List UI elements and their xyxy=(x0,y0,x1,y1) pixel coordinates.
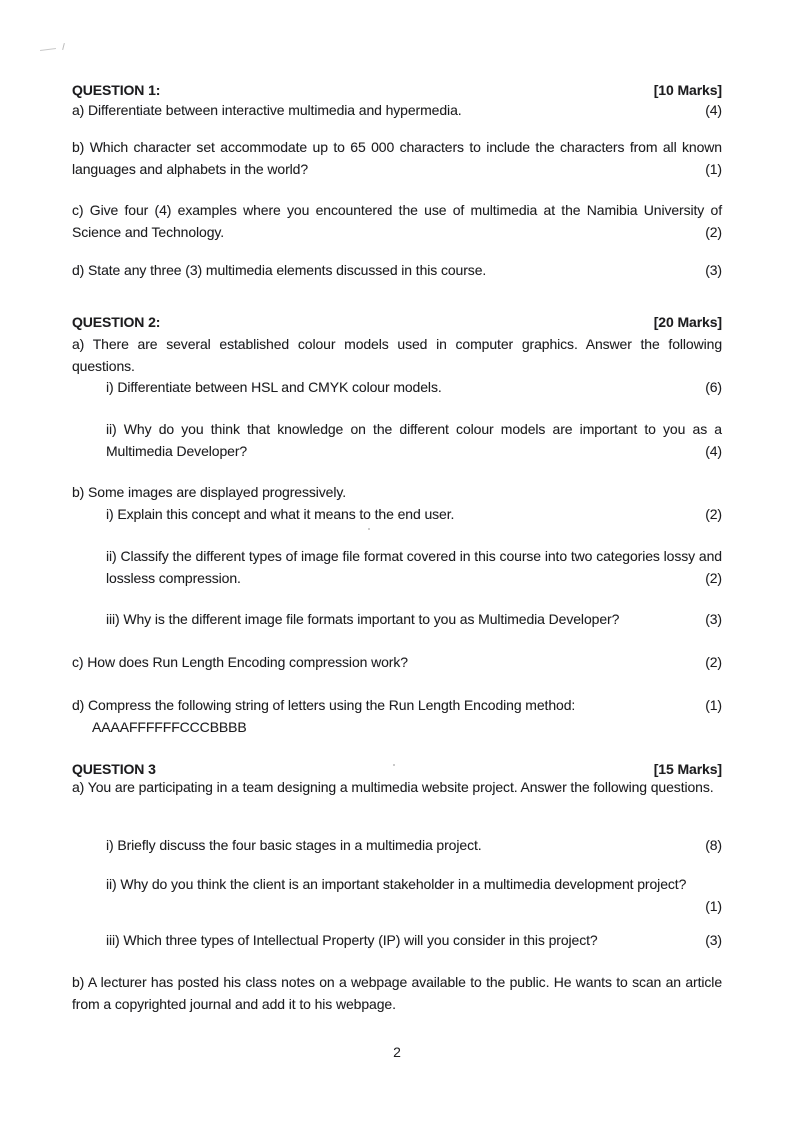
q2-item-b-i xyxy=(106,503,722,525)
q2-item-b-text: b) Some images are displayed progressively. xyxy=(72,484,347,500)
q2-item-b-iii-text: iii) Why is the different image file formats important to you as Multimedia Developer? xyxy=(106,611,620,627)
q1-item-b xyxy=(72,136,722,180)
q3-item-b xyxy=(72,971,722,1015)
q2-item-b xyxy=(72,481,722,503)
q2-item-d xyxy=(72,694,722,716)
scan-artifact-scribble xyxy=(40,48,56,51)
scan-artifact-scribble xyxy=(62,43,65,50)
q2-item-c xyxy=(72,651,722,673)
q1-item-a-marks: (4) xyxy=(705,102,722,118)
q1-item-c xyxy=(72,199,722,243)
q3-item-a-ii-marks: (1) xyxy=(705,898,722,914)
q1-item-b-text: b) Which character set accommodate up to 65 000 characters to include the characters from all known languages and alphabets in the world? xyxy=(72,139,722,177)
q2-item-b-i-marks: (2) xyxy=(705,506,722,522)
question-3-total-marks: [15 Marks] xyxy=(653,761,722,777)
q3-item-a-i xyxy=(106,834,722,856)
question-1-total-marks: [10 Marks] xyxy=(653,82,722,98)
question-2-header xyxy=(72,311,722,333)
q2-item-a-text: a) There are several established colour models used in computer graphics. Answer the following questions. xyxy=(72,336,722,374)
q1-item-c-text: c) Give four (4) examples where you encountered the use of multimedia at the Namibia University of Science and Technology. xyxy=(72,202,722,240)
q2-item-a-ii-text: ii) Why do you think that knowledge on the different colour models are important to you as a Multimedia Developer? xyxy=(106,421,722,459)
q1-item-a xyxy=(72,99,722,121)
q3-item-a-iii-text: iii) Which three types of Intellectual Property (IP) will you consider in this project? xyxy=(106,932,598,948)
q1-item-a-text: a) Differentiate between interactive multimedia and hypermedia. xyxy=(72,102,462,118)
q2-item-d-marks: (1) xyxy=(705,697,722,713)
scan-artifact-speck xyxy=(368,528,370,530)
q2-item-a-i xyxy=(106,376,722,398)
q2-item-a-i-marks: (6) xyxy=(705,379,722,395)
rle-letter-string: AAAAFFFFFFCCCBBBB xyxy=(92,719,247,735)
q2-item-b-ii-text: ii) Classify the different types of image file format covered in this course into two categories lossy and lossless compression. xyxy=(106,548,722,586)
q3-item-b-text: b) A lecturer has posted his class notes on a webpage available to the public. He wants to scan an article from a copyrighted journal and add it to his webpage. xyxy=(72,974,722,1012)
page-number: 2 xyxy=(393,1044,401,1060)
q2-item-c-text: c) How does Run Length Encoding compression work? xyxy=(72,654,408,670)
question-1-header xyxy=(72,79,722,101)
q1-item-b-marks: (1) xyxy=(705,161,722,177)
q2-item-a-ii-marks: (4) xyxy=(705,443,722,459)
q2-item-d-string xyxy=(92,716,722,738)
q3-item-a-i-marks: (8) xyxy=(705,837,722,853)
q2-item-b-iii xyxy=(106,608,722,630)
q2-item-c-marks: (2) xyxy=(705,654,722,670)
q3-item-a-ii xyxy=(106,873,722,917)
q2-item-d-text: d) Compress the following string of letters using the Run Length Encoding method: xyxy=(72,697,576,713)
q2-item-a-i-text: i) Differentiate between HSL and CMYK colour models. xyxy=(106,379,442,395)
q3-item-a xyxy=(72,776,722,798)
question-3-title: QUESTION 3 xyxy=(72,761,156,777)
q2-item-b-iii-marks: (3) xyxy=(705,611,722,627)
q1-item-d xyxy=(72,259,722,281)
q2-item-a xyxy=(72,333,722,377)
q1-item-c-marks: (2) xyxy=(705,224,722,240)
q3-item-a-i-text: i) Briefly discuss the four basic stages in a multimedia project. xyxy=(106,837,482,853)
q3-item-a-iii-marks: (3) xyxy=(705,932,722,948)
q2-item-b-i-text: i) Explain this concept and what it means to the end user. xyxy=(106,506,455,522)
q2-item-b-ii xyxy=(106,545,722,589)
q1-item-d-marks: (3) xyxy=(705,262,722,278)
q1-item-d-text: d) State any three (3) multimedia elements discussed in this course. xyxy=(72,262,487,278)
question-2-title: QUESTION 2: xyxy=(72,314,161,330)
q2-item-b-ii-marks: (2) xyxy=(705,570,722,586)
q3-item-a-ii-text: ii) Why do you think the client is an important stakeholder in a multimedia development project? xyxy=(106,876,687,892)
question-2-total-marks: [20 Marks] xyxy=(653,314,722,330)
q3-item-a-iii xyxy=(106,929,722,951)
q3-item-a-text: a) You are participating in a team designing a multimedia website project. Answer the following questions. xyxy=(72,779,714,795)
question-1-title: QUESTION 1: xyxy=(72,82,161,98)
q2-item-a-ii xyxy=(106,418,722,462)
